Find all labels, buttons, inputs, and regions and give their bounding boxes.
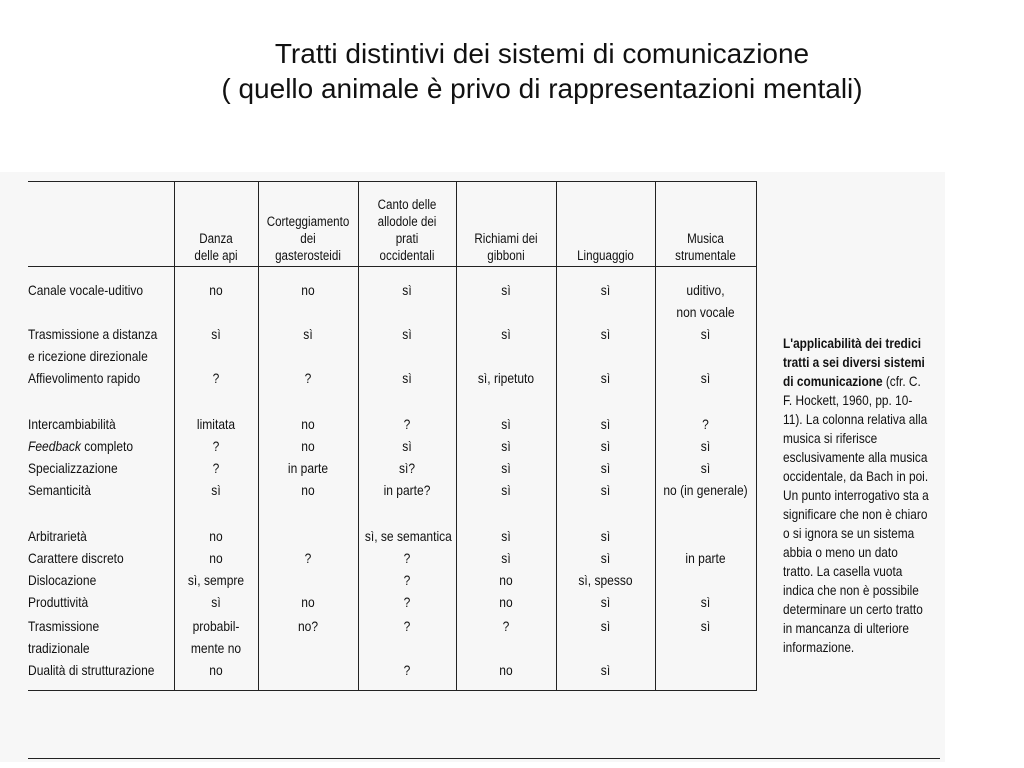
- caption-text: (cfr. C. F. Hockett, 1960, pp. 10-11). La colonna relativa alla musica si riferisce esclusivamente alla musica occidentale, da Bach in poi. Un punto interrogativo sta a significare che non è chiaro o si ignora se un sistema abbia o meno un dato tratto. La casella vuota indica che non è possibile determinare un certo tratto in mancanza di ulteriore informazione.: [783, 374, 929, 655]
- table-cell: sì: [600, 550, 611, 566]
- table-cell: sì, sempre: [187, 572, 245, 588]
- table-cell: sì, se semantica: [364, 528, 452, 544]
- table-column-rule: [174, 181, 175, 691]
- table-column-rule: [655, 181, 656, 691]
- table-column-rule: [358, 181, 359, 691]
- table-column-header: [180, 190, 252, 266]
- table-column-header: [463, 190, 549, 266]
- table-bottom-rule: [28, 690, 756, 691]
- table-cell: sì: [600, 482, 611, 498]
- table-cell: sì?: [398, 460, 416, 476]
- table-cell: ?: [403, 416, 411, 432]
- column-header-line: Linguaggio: [577, 248, 634, 263]
- row-label-text: Carattere discreto: [28, 550, 124, 566]
- table-row-label: [28, 435, 133, 457]
- table-cell: sì: [700, 594, 711, 610]
- column-header-line: Corteggiamento: [266, 214, 350, 229]
- column-header-line: strumentale: [675, 248, 736, 263]
- table-cell: no: [209, 528, 223, 544]
- table-cell: no: [499, 594, 513, 610]
- row-label-text: Arbitrarietà: [28, 528, 87, 544]
- table-cell: sì: [501, 528, 511, 544]
- table-cell: ?: [403, 594, 411, 610]
- row-label-text: Dislocazione: [28, 572, 97, 588]
- table-cell: sì: [501, 460, 511, 476]
- table-cell: mente no: [190, 640, 242, 656]
- table-cell: no: [499, 662, 513, 678]
- column-header-line: Canto delle: [377, 197, 437, 212]
- column-header-line: delle api: [194, 248, 238, 263]
- page-bottom-rule: [28, 758, 940, 759]
- table-cell: ?: [502, 618, 510, 634]
- table-row-label: [28, 569, 96, 591]
- table-row-label: [28, 591, 88, 613]
- table-cell: no: [301, 438, 315, 454]
- table-cell: sì: [402, 326, 412, 342]
- table-cell: sì: [501, 550, 511, 566]
- caption-bold: L'applicabilità dei tredici tratti a sei diversi sistemi di comunicazione: [783, 336, 925, 389]
- table-cell: sì: [211, 326, 221, 342]
- table-row-label: [28, 637, 90, 659]
- slide-title: [0, 36, 1024, 106]
- row-label-text: Specializzazione: [28, 460, 118, 476]
- table-cell: sì: [600, 618, 611, 634]
- table-column-header: [265, 190, 351, 266]
- table-cell: no (in generale): [663, 482, 748, 498]
- table-cell: sì: [700, 438, 711, 454]
- table-cell: sì: [600, 528, 611, 544]
- column-header-line: Musica: [687, 231, 724, 246]
- row-label-text: Trasmissione: [28, 618, 100, 634]
- table-cell: no: [301, 282, 315, 298]
- table-cell: sì: [211, 594, 221, 610]
- table-column-rule: [258, 181, 259, 691]
- table-cell: sì: [600, 594, 611, 610]
- row-label-text: Affievolimento rapido: [28, 370, 141, 386]
- table-cell: non vocale: [676, 304, 735, 320]
- table-cell: no: [301, 594, 315, 610]
- table-cell: sì: [700, 618, 711, 634]
- table-column-rule: [756, 181, 757, 691]
- table-cell: sì: [211, 482, 221, 498]
- table-column-rule: [456, 181, 457, 691]
- table-cell: in parte: [287, 460, 329, 476]
- table-cell: sì: [402, 438, 412, 454]
- table-row-label: [28, 345, 148, 367]
- table-cell: sì: [501, 282, 511, 298]
- table-cell: sì, ripetuto: [477, 370, 535, 386]
- table-cell: ?: [212, 460, 220, 476]
- column-header-line: Richiami dei: [474, 231, 538, 246]
- table-top-rule: [28, 181, 756, 182]
- table-cell: no: [209, 662, 223, 678]
- table-cell: sì: [501, 326, 511, 342]
- row-label-text: Semanticità: [28, 482, 91, 498]
- table-cell: ?: [304, 550, 312, 566]
- table-cell: sì: [600, 282, 611, 298]
- title-line-1: Tratti distintivi dei sistemi di comunicazione: [274, 38, 810, 69]
- table-row-label: [28, 659, 154, 681]
- table-cell: ?: [403, 550, 411, 566]
- row-label-text: tradizionale: [28, 640, 90, 656]
- table-cell: sì: [700, 326, 711, 342]
- column-header-line: occidentali: [379, 248, 435, 263]
- table-cell: ?: [304, 370, 312, 386]
- table-cell: sì: [501, 416, 511, 432]
- table-row-label: [28, 547, 124, 569]
- row-label-text: Produttività: [28, 594, 89, 610]
- table-cell: in parte: [685, 550, 726, 566]
- table-cell: no: [301, 482, 315, 498]
- table-cell: sì, spesso: [578, 572, 633, 588]
- table-cell: sì: [600, 370, 611, 386]
- column-header-line: allodole dei prati: [377, 214, 437, 246]
- table-cell: no: [209, 550, 223, 566]
- table-caption: [783, 334, 929, 657]
- table-cell: sì: [700, 370, 711, 386]
- table-row-label: [28, 525, 87, 547]
- table-cell: sì: [700, 460, 711, 476]
- row-label-text: Intercambiabilità: [28, 416, 116, 432]
- table-column-header: [365, 190, 449, 266]
- title-line-2: ( quello animale è privo di rappresentazioni mentali): [221, 73, 863, 104]
- table-cell: no?: [297, 618, 319, 634]
- table-row-label: [28, 279, 143, 301]
- table-column-rule: [556, 181, 557, 691]
- table-cell: sì: [600, 460, 611, 476]
- table-cell: uditivo,: [686, 282, 725, 298]
- table-cell: sì: [501, 438, 511, 454]
- row-label-emphasis: Feedback: [28, 438, 81, 454]
- table-cell: in parte?: [383, 482, 431, 498]
- column-header-line: gibboni: [487, 248, 525, 263]
- table-cell: ?: [403, 572, 411, 588]
- table-header-rule: [28, 266, 756, 267]
- table-cell: ?: [212, 438, 220, 454]
- column-header-line: Danza: [199, 231, 233, 246]
- table-cell: sì: [600, 416, 611, 432]
- row-label-text: completo: [84, 438, 134, 454]
- table-cell: sì: [402, 370, 412, 386]
- table-row-label: [28, 413, 116, 435]
- table-row-label: [28, 615, 99, 637]
- table-row-label: [28, 323, 157, 345]
- table-cell: sì: [303, 326, 313, 342]
- table-cell: no: [499, 572, 513, 588]
- table-cell: limitata: [196, 416, 236, 432]
- table-column-header: [563, 190, 648, 266]
- column-header-line: gasterosteidi: [275, 248, 341, 263]
- table-cell: sì: [501, 482, 511, 498]
- row-label-text: Dualità di strutturazione: [28, 662, 155, 678]
- table-row-label: [28, 457, 118, 479]
- row-label-text: Trasmissione a distanza: [28, 326, 158, 342]
- table-cell: sì: [600, 326, 611, 342]
- table-row-label: [28, 479, 91, 501]
- table-cell: ?: [702, 416, 709, 432]
- row-label-text: Canale vocale-uditivo: [28, 282, 144, 298]
- table-cell: no: [209, 282, 223, 298]
- row-label-text: e ricezione direzionale: [28, 348, 148, 364]
- table-row-label: [28, 367, 140, 389]
- table-cell: ?: [403, 618, 411, 634]
- column-header-line: dei: [300, 231, 316, 246]
- table-cell: sì: [600, 438, 611, 454]
- table-column-header: [662, 190, 749, 266]
- table-cell: sì: [402, 282, 412, 298]
- table-cell: probabil-: [192, 618, 240, 634]
- table-cell: ?: [212, 370, 220, 386]
- table-cell: no: [301, 416, 315, 432]
- table-cell: sì: [600, 662, 611, 678]
- table-cell: ?: [403, 662, 411, 678]
